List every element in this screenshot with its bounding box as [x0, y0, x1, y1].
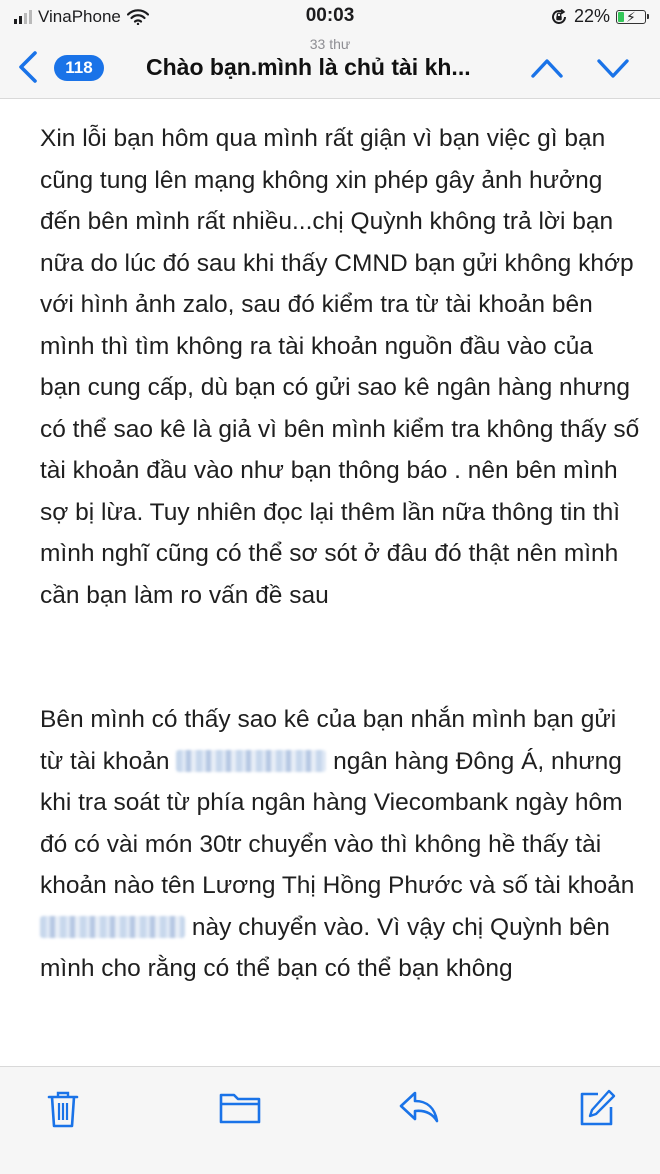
- email-subject: Chào bạn.mình là chủ tài kh...: [146, 54, 471, 80]
- battery-fill: [618, 12, 624, 22]
- email-paragraph-1: Xin lỗi bạn hôm qua mình rất giận vì bạn việc gì bạn cũng tung lên mạng không xin phép gây ảnh hưởng đến bên mình rất nhiều...chị Quỳnh không trả lời bạn nữa do lúc đó sau khi thấy CMND bạn gửi không khớp với hình ảnh zalo, sau đó kiểm tra từ tài khoản bên mình thì tìm không ra tài khoản nguồn đầu vào của bạn cung cấp, dù bạn có gửi sao kê ngân hàng nhưng có thể sao kê là giả vì bên mình kiểm tra không thấy số tài khoản đầu vào như bạn thông báo . nên bên mình sợ bị lừa. Tuy nhiên đọc lại thêm lần nữa thông tin thì mình nghĩ cũng có thể sơ sót ở đâu đó thật nên mình cần bạn làm ro vấn đề sau: [40, 125, 640, 609]
- bottom-toolbar: [0, 1066, 660, 1174]
- chevron-up-icon[interactable]: [530, 54, 564, 82]
- redacted-account-number-2: [40, 916, 185, 938]
- paragraph-2-text-c: này chuyển vào. Vì vậy chị Quỳnh bên mình cho rằng có thể bạn có thể bạn không: [40, 913, 610, 982]
- battery-percent: 22%: [573, 6, 610, 26]
- paragraph-2-text-b: ngân hàng Đông Á, nhưng khi tra soát từ phía ngân hàng Viecombank ngày hôm đó có vài món 30tr chuyển vào thì không hề thấy tài khoản nào tên Lương Thị Hồng Phước và số tài khoản: [40, 747, 635, 899]
- back-count-badge[interactable]: 118: [54, 55, 104, 81]
- clock: 00:03: [305, 5, 355, 26]
- orientation-lock-icon: [550, 8, 568, 26]
- battery-icon: [616, 10, 646, 24]
- message-count: 33 thư: [309, 36, 351, 52]
- back-chevron-icon[interactable]: [16, 50, 40, 84]
- email-body: [40, 118, 640, 990]
- carrier-name: VinaPhone: [38, 7, 121, 26]
- reply-icon[interactable]: [398, 1089, 440, 1125]
- charging-bolt-icon: ⚡: [626, 8, 636, 25]
- folder-icon[interactable]: [218, 1089, 262, 1125]
- paragraph-2-text-a: Bên mình có thấy sao kê của bạn nhắn mình bạn gửi từ tài khoản: [40, 706, 617, 775]
- redacted-account-number: [176, 750, 326, 772]
- trash-icon[interactable]: [46, 1089, 80, 1129]
- compose-icon[interactable]: [578, 1089, 616, 1127]
- email-paragraph-2: [40, 699, 640, 990]
- mail-header: [0, 36, 660, 99]
- status-bar: [0, 0, 660, 36]
- status-right: [550, 6, 646, 27]
- chevron-down-icon[interactable]: [596, 54, 630, 82]
